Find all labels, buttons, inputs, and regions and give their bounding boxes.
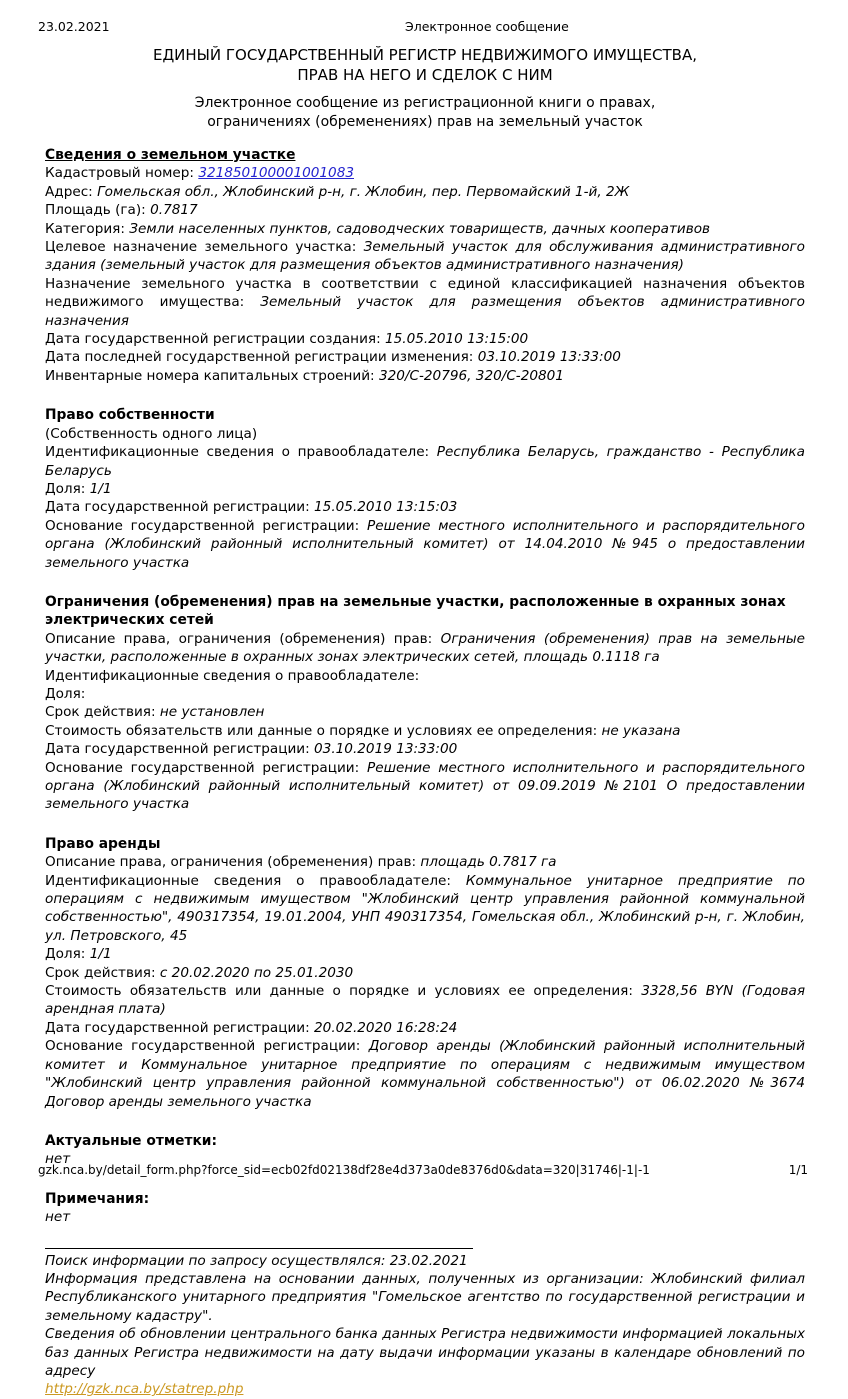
field-row: [45, 685, 805, 703]
section-lease-right: [45, 835, 805, 1111]
field-label: Стоимость обязательств или данные о порядке и условиях ее определения:: [45, 983, 633, 1000]
field-label: Срок действия:: [45, 704, 156, 721]
footer-search-date: 23.02.2021: [389, 1252, 468, 1269]
field-label: Целевое назначение земельного участка:: [45, 239, 357, 256]
field-row: [45, 703, 805, 721]
field-row: [45, 1037, 805, 1111]
field-value: площадь 0.7817 га: [420, 854, 557, 871]
field-row: [45, 220, 805, 238]
section-ownership-right: [45, 406, 805, 572]
field-label: Описание права, ограничения (обременения) прав:: [45, 854, 417, 871]
field-row: [45, 367, 805, 385]
document-title-line2: ПРАВ НА НЕГО И СДЕЛОК С НИМ: [297, 66, 553, 84]
field-value: нет: [45, 1151, 71, 1168]
field-value: Решение местного исполнительного и распорядительного органа (Жлобинский районный исполнительный комитет) от 14.04.2010 №945 о предоставлении земельного участка: [45, 517, 805, 571]
field-label: Дата государственной регистрации создания:: [45, 331, 381, 348]
field-row: [45, 183, 805, 201]
field-row: [45, 872, 805, 946]
field-label: Доля:: [45, 946, 86, 963]
field-label: Основание государственной регистрации:: [45, 1038, 361, 1055]
print-date: 23.02.2021: [38, 19, 110, 34]
field-value: Земельный участок для размещения объектов административного назначения: [45, 294, 805, 329]
field-value: Решение местного исполнительного и распорядительного органа (Жлобинский районный исполнительный комитет) от 09.09.2019 №2101 О предоставлении земельного участка: [45, 759, 805, 813]
footer-search-line: [45, 1252, 805, 1270]
statrep-link[interactable]: http://gzk.nca.by/statrep.php: [45, 1381, 244, 1398]
section-restrictions: [45, 593, 805, 814]
footer-update-line: Сведения об обновлении центрального банка данных Регистра недвижимости информацией локальных баз данных Регистра недвижимости на дату выдачи информации указаны в календаре обновлений по адресу: [45, 1326, 805, 1379]
field-row: [45, 164, 805, 182]
field-row: [45, 480, 805, 498]
section-land-plot-info: [45, 146, 805, 385]
section-heading: Право собственности: [45, 407, 215, 424]
field-label: Дата государственной регистрации:: [45, 1019, 310, 1036]
field-row: [45, 982, 805, 1019]
field-row: [45, 759, 805, 814]
field-row: [45, 238, 805, 275]
print-header-title: Электронное сообщение: [405, 19, 569, 34]
document-title-line1: ЕДИНЫЙ ГОСУДАРСТВЕННЫЙ РЕГИСТР НЕДВИЖИМОГО ИМУЩЕСТВА,: [152, 46, 698, 64]
footer-search-label: Поиск информации по запросу осуществлялся:: [45, 1252, 386, 1269]
field-label: Идентификационные сведения о правообладателе:: [45, 444, 430, 461]
field-label: Идентификационные сведения о правообладателе:: [45, 667, 420, 684]
field-label: Категория:: [45, 220, 125, 237]
section-notes: [45, 1190, 805, 1227]
field-value: 1/1: [89, 946, 112, 963]
footer-source-line: Информация представлена на основании данных, полученных из организации: Жлобинский филиал Республиканского унитарного предприятия "Гомельское агентство по государственной регистрации и земельному кадастру".: [45, 1270, 805, 1324]
field-value: 15.05.2010 13:15:03: [314, 499, 458, 516]
field-value: Республика Беларусь, гражданство - Республика Беларусь: [45, 444, 805, 479]
print-footer-url: gzk.nca.by/detail_form.php?force_sid=ecb02fd02138df28e4d373a0de8376d0&data=320|31746|-1|-1: [38, 1163, 650, 1177]
field-value: с 20.02.2020 по 25.01.2030: [159, 964, 354, 981]
field-label: Основание государственной регистрации:: [45, 759, 360, 776]
field-value: нет: [45, 1209, 71, 1226]
field-value: 03.10.2019 13:33:00: [477, 349, 621, 366]
field-row: [45, 945, 805, 963]
field-row: [45, 201, 805, 219]
field-label: Инвентарные номера капитальных строений:: [45, 367, 375, 384]
field-value: Договор аренды (Жлобинский районный исполнительный комитет и Коммунальное унитарное предприятие по операциям с недвижимым имуществом "Жлобинский центр управления районной коммунальной собственностью") от 06.02.2020 №3674 Договор аренды земельного участка: [45, 1038, 805, 1110]
field-label: Описание права, ограничения (обременения) прав:: [45, 630, 433, 647]
field-label: Площадь (га):: [45, 202, 146, 219]
section-subheading: (Собственность одного лица): [45, 425, 258, 442]
field-row: [45, 630, 805, 667]
field-label: Кадастровый номер:: [45, 165, 194, 182]
field-value: Земельный участок для обслуживания административного здания (земельный участок для размещения объектов административного назначения): [45, 239, 805, 274]
print-footer-page-number: 1/1: [788, 1163, 808, 1177]
field-row: [45, 517, 805, 572]
field-value: не указана: [601, 722, 681, 739]
field-row: [45, 740, 805, 758]
field-value: 320/С-20796, 320/С-20801: [378, 367, 564, 384]
field-row: [45, 1019, 805, 1037]
field-value: не установлен: [159, 704, 265, 721]
document-footer: [45, 1248, 805, 1399]
document-subtitle-line2: ограничениях (обременениях) прав на земельный участок: [207, 114, 643, 130]
field-label: Доля:: [45, 685, 86, 702]
field-label: Адрес:: [45, 183, 93, 200]
field-row: [45, 275, 805, 330]
field-label: Дата государственной регистрации:: [45, 499, 310, 516]
field-row: [45, 348, 805, 366]
document-subtitle-line1: Электронное сообщение из регистрационной книги о правах,: [194, 95, 656, 111]
field-value: 1/1: [89, 480, 112, 497]
field-value: 3328,56 BYN (Годовая арендная плата): [45, 983, 806, 1018]
field-value: 20.02.2020 16:28:24: [314, 1019, 458, 1036]
document-title: [45, 45, 805, 85]
field-value: Гомельская обл., Жлобинский р-н, г. Жлобин, пер. Первомайский 1-й, 2Ж: [97, 183, 630, 200]
field-value: 15.05.2010 13:15:00: [385, 331, 529, 348]
section-heading: Актуальные отметки:: [45, 1132, 217, 1149]
field-row: [45, 964, 805, 982]
field-label: Доля:: [45, 480, 86, 497]
section-heading: Примечания:: [45, 1190, 150, 1207]
section-heading: Сведения о земельном участке: [45, 147, 296, 163]
field-row: [45, 330, 805, 348]
document-subtitle: [45, 94, 805, 132]
field-label: Срок действия:: [45, 964, 156, 981]
field-value: 03.10.2019 13:33:00: [314, 741, 458, 758]
field-value: Земли населенных пунктов, садоводческих товариществ, дачных кооперативов: [129, 220, 711, 237]
field-value: 0.7817: [150, 202, 198, 219]
field-label: Дата последней государственной регистрации изменения:: [45, 349, 474, 366]
field-label: Дата государственной регистрации:: [45, 741, 310, 758]
section-heading: Ограничения (обременения) прав на земельные участки, расположенные в охранных зонах электрических сетей: [45, 593, 786, 629]
field-value: Коммунальное унитарное предприятие по операциям с недвижимым имуществом "Жлобинский центр управления районной коммунальной собственностью", 490317354, 19.01.2004, УНП 490317354, Гомельская обл., Жлобинский р-н, г. Жлобин, ул. Петровского, 45: [45, 872, 805, 944]
field-row: [45, 1208, 805, 1226]
field-label: Назначение земельного участка в соответствии с единой классификацией назначения объектов недвижимого имущества:: [45, 275, 805, 311]
document-content: [0, 34, 848, 1399]
browser-print-footer: [38, 1163, 808, 1178]
cadastral-number-link[interactable]: 321850100001001083: [198, 165, 354, 182]
section-heading: Право аренды: [45, 835, 161, 852]
field-label: Основание государственной регистрации:: [45, 517, 360, 534]
field-row: [45, 722, 805, 740]
field-row: [45, 667, 805, 685]
field-row: [45, 853, 805, 871]
field-row: [45, 443, 805, 480]
field-value: Ограничения (обременения) прав на земельные участки, расположенные в охранных зонах электрических сетей, площадь 0.1118 га: [45, 630, 805, 666]
field-label: Стоимость обязательств или данные о порядке и условиях ее определения:: [45, 722, 598, 739]
browser-print-header: [0, 19, 848, 35]
field-label: Идентификационные сведения о правообладателе:: [45, 872, 451, 889]
field-row: [45, 498, 805, 516]
